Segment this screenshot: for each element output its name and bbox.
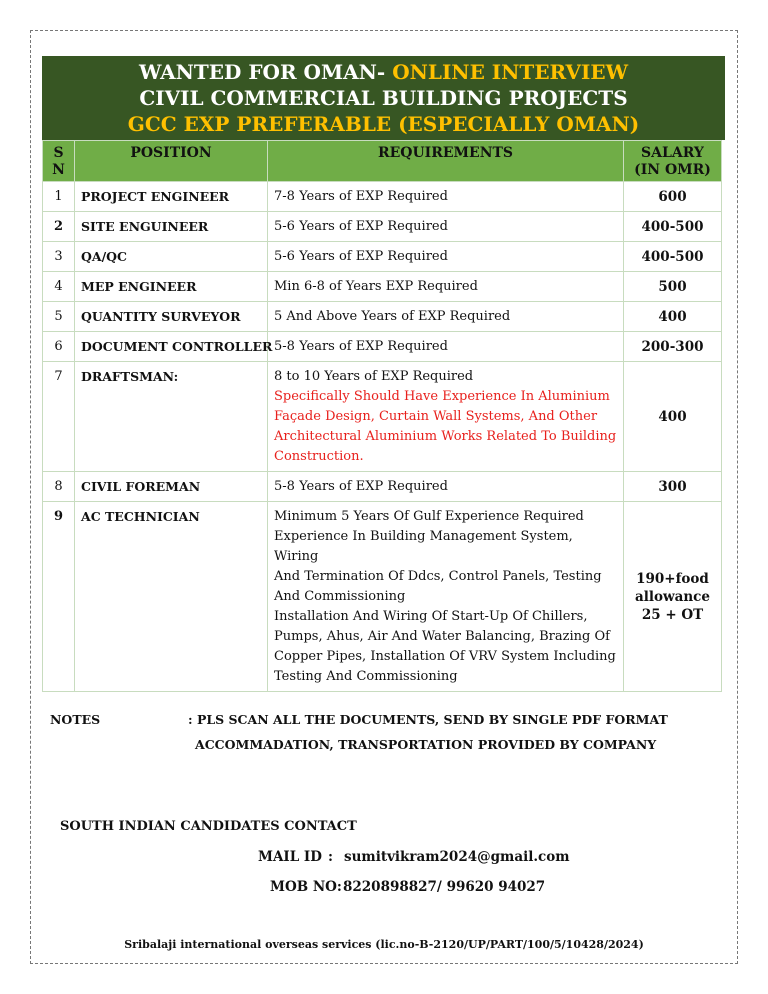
mob-value[interactable]: 8220898827/ 99620 94027 xyxy=(343,879,546,895)
header-position: POSITION xyxy=(75,141,268,182)
table-row xyxy=(43,212,722,242)
row-position: AC TECHNICIAN xyxy=(75,502,268,692)
row-salary xyxy=(624,212,722,242)
row-sn: 8 xyxy=(43,472,75,502)
notes-line-2: ACCOMMADATION, TRANSPORTATION PROVIDED BY COMPANY xyxy=(195,737,657,752)
row-requirements xyxy=(268,272,624,302)
mob-label: MOB NO: xyxy=(270,879,342,895)
row-requirements xyxy=(268,472,624,502)
row-salary xyxy=(624,472,722,502)
row-sn: 9 xyxy=(43,502,75,692)
requirement-highlight-line: Specifically Should Have Experience In Aluminium xyxy=(274,389,610,404)
salary-line: 600 xyxy=(658,189,687,205)
salary-line: allowance xyxy=(634,589,710,605)
row-requirements xyxy=(268,332,624,362)
mail-value[interactable]: sumitvikram2024@gmail.com xyxy=(344,849,570,865)
requirement-line: 5-6 Years of EXP Required xyxy=(274,249,448,264)
row-position: PROJECT ENGINEER xyxy=(75,182,268,212)
salary-line: 190+food xyxy=(636,571,709,587)
positions-table xyxy=(42,140,722,692)
row-salary xyxy=(624,302,722,332)
row-sn: 7 xyxy=(43,362,75,472)
requirement-line: 5 And Above Years of EXP Required xyxy=(274,309,511,324)
requirement-line: Copper Pipes, Installation Of VRV System Including xyxy=(274,649,616,664)
salary-line: 200-300 xyxy=(641,339,704,355)
row-position: DOCUMENT CONTROLLER xyxy=(75,332,268,362)
row-sn: 1 xyxy=(43,182,75,212)
row-position: QUANTITY SURVEYOR xyxy=(75,302,268,332)
requirement-highlight-line: Architectural Aluminium Works Related To Building xyxy=(274,429,617,444)
row-position: DRAFTSMAN: xyxy=(75,362,268,472)
table-body xyxy=(43,182,722,692)
row-salary xyxy=(624,332,722,362)
table-row xyxy=(43,182,722,212)
row-requirements xyxy=(268,182,624,212)
salary-line: 400-500 xyxy=(641,249,704,265)
requirement-line: And Commissioning xyxy=(274,589,406,604)
banner-wanted-text: WANTED FOR OMAN- xyxy=(138,60,393,84)
table-row xyxy=(43,272,722,302)
salary-line: 400-500 xyxy=(641,219,704,235)
banner-line-2: CIVIL COMMERCIAL BUILDING PROJECTS xyxy=(139,86,628,110)
row-requirements xyxy=(268,502,624,692)
row-position: CIVIL FOREMAN xyxy=(75,472,268,502)
requirement-line: 5-8 Years of EXP Required xyxy=(274,479,448,494)
row-position: QA/QC xyxy=(75,242,268,272)
row-sn: 4 xyxy=(43,272,75,302)
requirement-line: Testing And Commissioning xyxy=(274,669,458,684)
requirement-line: 5-8 Years of EXP Required xyxy=(274,339,448,354)
requirement-line: Installation And Wiring Of Start-Up Of Chillers, xyxy=(274,609,588,624)
row-sn: 3 xyxy=(43,242,75,272)
table-header-row xyxy=(43,141,722,182)
requirement-line: Experience In Building Management System, Wiring xyxy=(274,529,573,564)
row-salary xyxy=(624,272,722,302)
mail-label: MAIL ID xyxy=(258,849,322,865)
row-requirements xyxy=(268,212,624,242)
row-requirements xyxy=(268,302,624,332)
row-requirements xyxy=(268,242,624,272)
row-position: MEP ENGINEER xyxy=(75,272,268,302)
salary-line: 25 + OT xyxy=(641,607,704,623)
row-sn: 6 xyxy=(43,332,75,362)
header-banner xyxy=(42,56,725,140)
header-salary: SALARY (IN OMR) xyxy=(624,141,722,182)
table-row xyxy=(43,362,722,472)
footer-license: Sribalaji international overseas services (lic.no-B-2120/UP/PART/100/5/10428/2024) xyxy=(124,938,644,951)
salary-line: 300 xyxy=(658,479,687,495)
salary-line: 400 xyxy=(658,309,687,325)
row-sn: 2 xyxy=(43,212,75,242)
mail-separator: : xyxy=(328,849,333,865)
requirement-line: Min 6-8 of Years EXP Required xyxy=(274,279,478,294)
notes-line-1: : PLS SCAN ALL THE DOCUMENTS, SEND BY SINGLE PDF FORMAT xyxy=(188,712,668,727)
row-sn: 5 xyxy=(43,302,75,332)
notes-label: NOTES xyxy=(50,712,101,727)
banner-online-interview-text: ONLINE INTERVIEW xyxy=(392,60,629,84)
requirement-line: 8 to 10 Years of EXP Required xyxy=(274,369,474,384)
table-row xyxy=(43,472,722,502)
table-row xyxy=(43,502,722,692)
table-row xyxy=(43,332,722,362)
row-salary xyxy=(624,502,722,692)
requirement-line: 5-6 Years of EXP Required xyxy=(274,219,448,234)
row-position: SITE ENGUINEER xyxy=(75,212,268,242)
row-salary xyxy=(624,182,722,212)
banner-line-1 xyxy=(42,59,725,85)
table-row xyxy=(43,302,722,332)
requirement-highlight-line: Façade Design, Curtain Wall Systems, And Other xyxy=(274,409,598,424)
header-requirements: REQUIREMENTS xyxy=(268,141,624,182)
requirement-line: Minimum 5 Years Of Gulf Experience Required xyxy=(274,509,584,524)
row-salary xyxy=(624,362,722,472)
requirement-line: And Termination Of Ddcs, Control Panels, Testing xyxy=(274,569,602,584)
table-row xyxy=(43,242,722,272)
salary-line: 500 xyxy=(658,279,687,295)
requirement-highlight-line: Construction. xyxy=(274,449,364,464)
requirement-line: 7-8 Years of EXP Required xyxy=(274,189,448,204)
row-salary xyxy=(624,242,722,272)
banner-line-3: GCC EXP PREFERABLE (ESPECIALLY OMAN) xyxy=(127,112,640,136)
header-sn: S N xyxy=(43,141,75,182)
requirement-line: Pumps, Ahus, Air And Water Balancing, Brazing Of xyxy=(274,629,610,644)
contact-heading: SOUTH INDIAN CANDIDATES CONTACT xyxy=(60,819,357,834)
salary-line: 400 xyxy=(658,409,687,425)
row-requirements xyxy=(268,362,624,472)
